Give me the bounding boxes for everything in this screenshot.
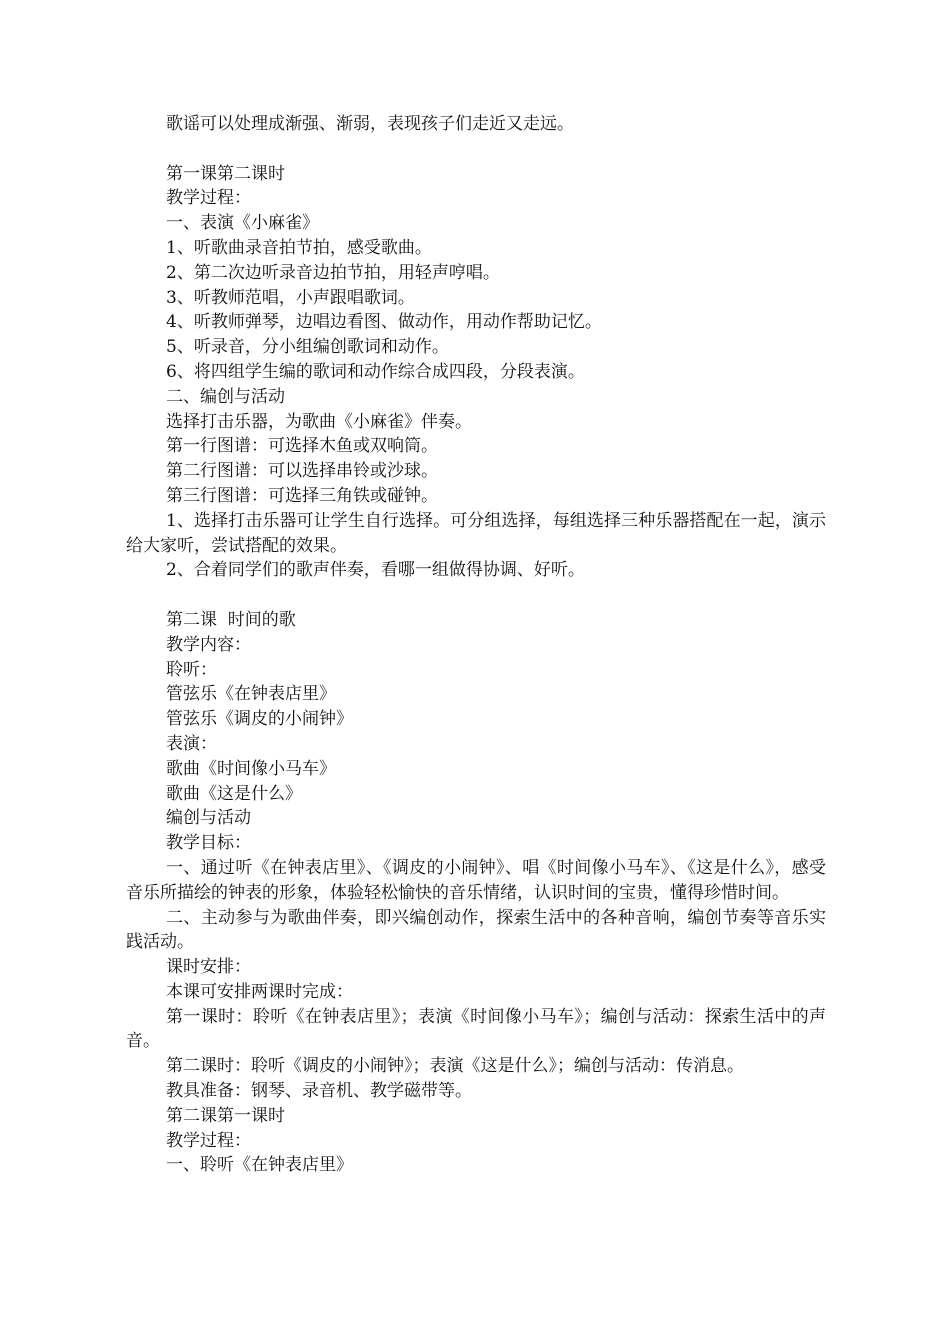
materials-text: 教具准备：钢琴、录音机、教学磁带等。 xyxy=(166,1081,472,1102)
create-label: 编创与活动 xyxy=(166,808,251,829)
row-item: 第二行图谱：可以选择串铃或沙球。 xyxy=(166,461,438,482)
activity-paragraph: 2、合着同学们的歌声伴奏，看哪一组做得协调、好听。 xyxy=(166,560,585,581)
step-item: 2、第二次边听录音边拍节拍，用轻声哼唱。 xyxy=(166,262,500,283)
listen-item: 管弦乐《调皮的小闹钟》 xyxy=(166,709,353,730)
process-label: 教学过程： xyxy=(166,1130,251,1151)
goal-paragraph: 二、主动参与为歌曲伴奏，即兴编创动作，探索生活中的各种音响，编创节奏等音乐实践活动。 xyxy=(126,907,826,953)
step-item: 1、听歌曲录音拍节拍，感受歌曲。 xyxy=(166,237,432,258)
listen-label: 聆听： xyxy=(166,659,217,680)
period1-heading: 第二课第一课时 xyxy=(166,1105,285,1126)
listen-item: 管弦乐《在钟表店里》 xyxy=(166,684,336,705)
intro-text: 歌谣可以处理成渐强、渐弱，表现孩子们走近又走远。 xyxy=(166,114,574,134)
step-item: 5、听录音，分小组编创歌词和动作。 xyxy=(166,337,449,358)
period-paragraph: 第一课时：聆听《在钟表店里》；表演《时间像小马车》；编创与活动：探索生活中的声音。 xyxy=(126,1006,826,1052)
step-item: 4、听教师弹琴，边唱边看图、做动作，用动作帮助记忆。 xyxy=(166,312,602,333)
step-item: 6、将四组学生编的歌词和动作综合成四段，分段表演。 xyxy=(166,361,585,382)
activity-paragraph: 1、选择打击乐器可让学生自行选择。可分组选择，每组选择三种乐器搭配在一起，演示给大家听，尝试搭配的效果。 xyxy=(126,510,826,556)
goals-label: 教学目标： xyxy=(166,833,251,854)
goal-paragraph: 一、通过听《在钟表店里》、《调皮的小闹钟》、唱《时间像小马车》、《这是什么》，感受音乐所描绘的钟表的形象，体验轻松愉快的音乐情绪，认识时间的宝贵，懂得珍惜时间。 xyxy=(126,857,826,903)
section-title: 一、聆听《在钟表店里》 xyxy=(166,1155,353,1176)
period-paragraph: 第二课时：聆听《调皮的小闹钟》；表演《这是什么》；编创与活动：传消息。 xyxy=(166,1056,744,1077)
blank-line xyxy=(126,137,826,162)
process-label: 教学过程： xyxy=(166,188,251,209)
row-item: 第一行图谱：可选择木鱼或双响筒。 xyxy=(166,436,438,457)
content-label: 教学内容： xyxy=(166,634,251,655)
schedule-intro: 本课可安排两课时完成： xyxy=(166,981,353,1002)
section-intro: 选择打击乐器，为歌曲《小麻雀》伴奏。 xyxy=(166,411,472,432)
perform-label: 表演： xyxy=(166,733,217,754)
section-title: 一、表演《小麻雀》 xyxy=(166,213,319,234)
lesson2-heading: 第二课 时间的歌 xyxy=(166,609,296,630)
document-page xyxy=(126,112,826,1178)
section-title: 二、编创与活动 xyxy=(166,386,285,407)
row-item: 第三行图谱：可选择三角铁或碰钟。 xyxy=(166,485,438,506)
perform-item: 歌曲《时间像小马车》 xyxy=(166,758,336,779)
step-item: 3、听教师范唱，小声跟唱歌词。 xyxy=(166,287,415,308)
schedule-label: 课时安排： xyxy=(166,957,251,978)
perform-item: 歌曲《这是什么》 xyxy=(166,783,302,804)
lesson1-period2-heading: 第一课第二课时 xyxy=(166,163,285,184)
blank-line xyxy=(126,583,826,608)
